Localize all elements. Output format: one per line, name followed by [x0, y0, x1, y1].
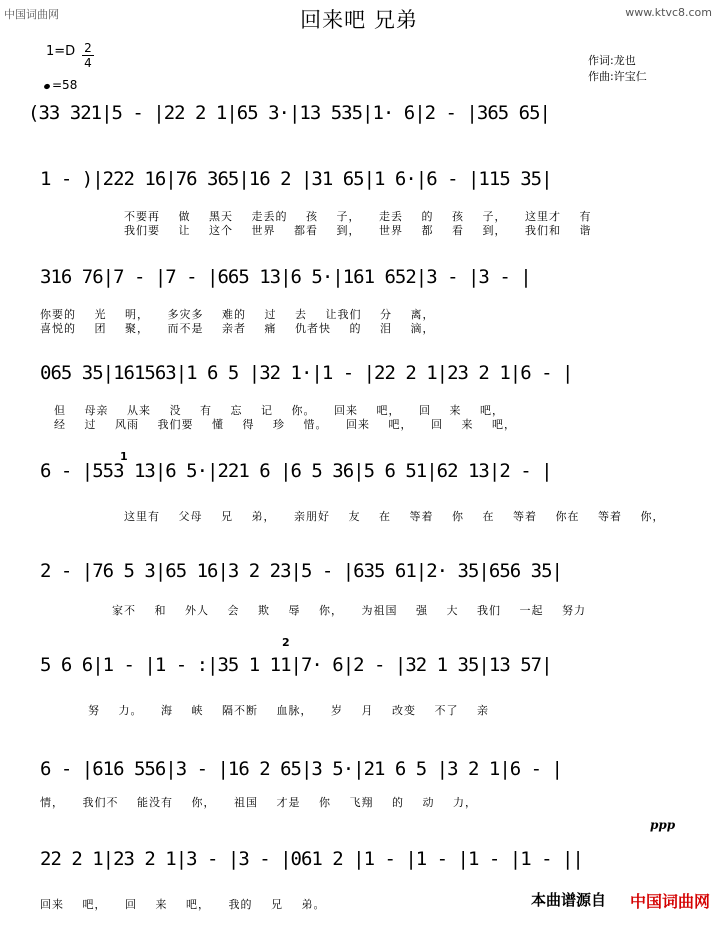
notation-line: 316 76|7 - |7 - |665 13|6 5·|161 652|3 - |3 - |	[40, 266, 531, 288]
volta-1: 1	[120, 450, 128, 463]
source-site-logo: 中国词曲网	[629, 892, 710, 911]
lyrics-verse-1: 这里有 父母 兄 弟， 亲朋好 友 在 等着 你 在 等着 你在 等着 你，	[124, 510, 665, 523]
watermark-left: 中国词曲网	[4, 8, 59, 21]
lyrics-verse-1: 情， 我们不 能没有 你， 祖国 才是 你 飞翔 的 动 力，	[40, 796, 477, 809]
notation-line: 065 35|161563|1 6 5 |32 1·|1 - |22 2 1|23 2 1|6 - |	[40, 362, 573, 384]
notation-line: 22 2 1|23 2 1|3 - |3 - |061 2 |1 - |1 - |1 - |1 - ||	[40, 848, 583, 870]
lyrics-verse-2: 喜悦的 团 聚， 而不是 亲者 痛 仇者快 的 泪 滴，	[40, 322, 435, 335]
dynamic-marking: ppp	[650, 818, 676, 832]
notation-line: 2 - |76 5 3|65 16|3 2 23|5 - |635 61|2· 35|656 35|	[40, 560, 562, 582]
time-sig-bottom: 4	[84, 56, 92, 70]
lyrics-verse-1: 不要再 做 黑天 走丢的 孩 子， 走丢 的 孩 子， 这里才 有	[124, 210, 592, 223]
lyrics-verse-1: 家不 和 外人 会 欺 辱 你， 为祖国 强 大 我们 一起 努力	[112, 604, 586, 617]
volta-2: 2	[282, 636, 290, 649]
score-row-3	[0, 260, 718, 356]
lyrics-verse-1: 但 母亲 从来 没 有 忘 记 你。 回来 吧， 回 来 吧，	[54, 404, 504, 417]
score-row-6	[0, 554, 718, 650]
lyrics-verse-1: 你要的 光 明， 多灾多 难的 过 去 让我们 分 离，	[40, 308, 435, 321]
tempo-value: =58	[52, 78, 78, 92]
tempo-marking	[44, 78, 77, 92]
notation-line: 6 - |553 13|6 5·|221 6 |6 5 36|5 6 51|62 13|2 - |	[40, 460, 552, 482]
time-signature	[82, 42, 94, 69]
score-row-7	[0, 636, 718, 744]
key-signature: 1=D	[46, 44, 76, 59]
notation-line: 1 - )|222 16|76 365|16 2 |31 65|1 6·|6 - |115 35|	[40, 168, 552, 190]
score-row-9	[0, 842, 718, 938]
source-label: 本曲谱源自	[530, 891, 606, 909]
lyricist-credit: 作词:龙也	[588, 54, 636, 67]
score-row-4	[0, 356, 718, 452]
lyrics-verse-2: 经 过 风雨 我们要 懂 得 珍 惜。 回来 吧， 回 来 吧，	[54, 418, 516, 431]
score-row-5	[0, 450, 718, 550]
watermark-right: www.ktvc8.com	[625, 6, 712, 19]
notation-line: (33 321|5 - |22 2 1|65 3·|13 535|1· 6|2 - |365 65|	[28, 102, 550, 124]
time-sig-top: 2	[84, 41, 92, 55]
lyrics-verse-1: 回来 吧， 回 来 吧， 我的 兄 弟。	[40, 898, 326, 911]
notation-line: 5 6 6|1 - |1 - :|35 1 11|7· 6|2 - |32 1 35|13 57|	[40, 654, 552, 676]
composer-credit: 作曲:许宝仁	[588, 70, 647, 83]
song-title: 回来吧 兄弟	[300, 8, 418, 32]
quarter-note-icon	[43, 83, 50, 90]
score-row-8	[0, 752, 718, 848]
notation-line: 6 - |616 556|3 - |16 2 65|3 5·|21 6 5 |3 2 1|6 - |	[40, 758, 562, 780]
score-row-2	[0, 162, 718, 258]
lyrics-verse-1: 努 力。 海 峡 隔不断 血脉， 岁 月 改变 不了 亲	[88, 704, 489, 717]
lyrics-verse-2: 我们要 让 这个 世界 都看 到， 世界 都 看 到， 我们和 谐	[124, 224, 592, 237]
